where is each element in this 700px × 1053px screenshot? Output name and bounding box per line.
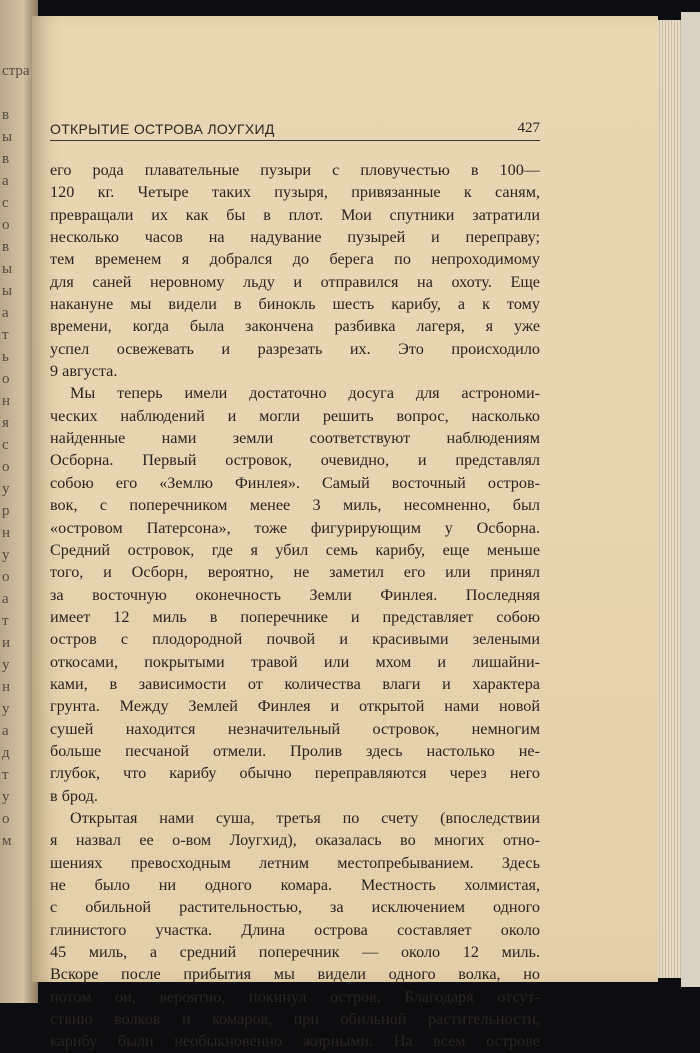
adjacent-page-fragment: н bbox=[2, 679, 11, 695]
text-line: «островом Патерсона», тоже фигурирующим у Осборна. bbox=[50, 518, 540, 537]
text-line: найденные нами земли соответствуют наблюдениям bbox=[50, 429, 540, 448]
adjacent-page-fragment: с bbox=[2, 195, 9, 211]
text-line: карибу были необыкновенно жирными. На всем острове bbox=[50, 1032, 540, 1051]
adjacent-page-fragment: м bbox=[2, 833, 12, 849]
text-line: с обильной растительностью, за исключением одного bbox=[50, 898, 540, 917]
adjacent-page-fragment: д bbox=[2, 745, 10, 761]
text-line: больше песчаной отмели. Пролив здесь настолько не- bbox=[50, 741, 540, 760]
adjacent-page-fragment: ы bbox=[2, 283, 13, 299]
adjacent-page-fragment: в bbox=[2, 107, 10, 123]
adjacent-page-fragment: у bbox=[2, 481, 10, 497]
adjacent-page-fragment: н bbox=[2, 393, 11, 409]
text-line: 120 кг. Четыре таких пузыря, привязанные к саням, bbox=[50, 183, 540, 202]
text-line: имеет 12 миль в поперечнике и представляет собою bbox=[50, 607, 540, 626]
text-line: несколько часов на надувание пузырей и переправу; bbox=[50, 228, 540, 247]
book-cover-edge bbox=[681, 12, 700, 987]
text-line: успел освежевать и разрезать их. Это происходило bbox=[50, 339, 540, 358]
text-line: собою его «Землю Финлея». Самый восточный остров- bbox=[50, 473, 540, 492]
adjacent-page-fragment: с bbox=[2, 437, 9, 453]
text-line: ками, в зависимости от количества влаги и характера bbox=[50, 674, 540, 693]
adjacent-page-fragment: стра bbox=[2, 63, 30, 79]
text-line: для саней неровному льду и отправился на охоту. Еще bbox=[50, 272, 540, 291]
adjacent-page-fragment: о bbox=[2, 371, 10, 387]
text-line: не было ни одного комара. Местность холмистая, bbox=[50, 876, 540, 894]
adjacent-page-fragment: а bbox=[2, 173, 9, 189]
text-line: откосами, покрытыми травой или мхом и лишайни- bbox=[50, 652, 540, 671]
text-line: вок, с поперечником менее 3 миль, несомненно, был bbox=[50, 496, 540, 515]
paragraph-first-line: Открытая нами суша, третья по счету (впоследствии bbox=[70, 808, 540, 827]
adjacent-page-fragment: я bbox=[2, 415, 9, 431]
adjacent-page-fragment: у bbox=[2, 547, 10, 563]
adjacent-page-fragment: а bbox=[2, 591, 9, 607]
adjacent-page-fragment: р bbox=[2, 503, 10, 519]
adjacent-page-fragment: т bbox=[2, 327, 9, 343]
page-number: 427 bbox=[517, 120, 540, 136]
text-line: Средний островок, где я убил семь карибу, еще меньше bbox=[50, 540, 540, 559]
adjacent-page-fragment: ы bbox=[2, 261, 13, 277]
text-line: времени, когда была закончена разбивка лагеря, я уже bbox=[50, 317, 540, 336]
book-page bbox=[32, 16, 658, 1051]
adjacent-page-fragment: н bbox=[2, 525, 11, 541]
adjacent-page-fragment: у bbox=[2, 657, 10, 673]
text-line: ствию волков и комаров, при обильной растительности, bbox=[50, 1010, 540, 1029]
adjacent-page-fragment: и bbox=[2, 635, 11, 651]
text-line: его рода плавательные пузыри с пловучестью в 100— bbox=[50, 161, 540, 179]
text-line: сушей находится незначительный островок, немногим bbox=[50, 719, 540, 738]
body-text bbox=[50, 159, 540, 1053]
adjacent-page-fragment: о bbox=[2, 569, 10, 585]
text-line: тем временем я добрался до берега по непроходимому bbox=[50, 250, 540, 269]
text-line: я назвал ее о-вом Лоугхид), оказалась во многих отно- bbox=[50, 831, 540, 850]
text-line: накануне мы видели в бинокль шесть карибу, а к тому bbox=[50, 295, 540, 314]
adjacent-page-fragment: в bbox=[2, 239, 10, 255]
running-head bbox=[50, 116, 540, 141]
text-line: за восточную оконечность Земли Финлея. Последняя bbox=[50, 585, 540, 604]
text-line: грунта. Между Землей Финлея и открытой нами новой bbox=[50, 697, 540, 716]
running-head-title: ОТКРЫТИЕ ОСТРОВА ЛОУГХИД bbox=[50, 121, 275, 137]
text-line: остров с плодородной почвой и красивыми зелеными bbox=[50, 630, 540, 649]
text-line: того, и Осборн, вероятно, не заметил его или принял bbox=[50, 563, 540, 582]
paragraph-first-line: Мы теперь имели достаточно досуга для астрономи- bbox=[70, 384, 540, 403]
adjacent-page-fragment: у bbox=[2, 789, 10, 805]
text-line: в брод. bbox=[50, 786, 98, 805]
adjacent-page-fragment: ь bbox=[2, 349, 9, 365]
adjacent-page-fragment: ы bbox=[2, 129, 13, 145]
text-line: шениях превосходным летним местопребыванием. Здесь bbox=[50, 853, 540, 872]
text-line: потом он, вероятно, покинул остров. Благодаря отсут- bbox=[50, 987, 540, 1006]
text-line: глубок, что карибу обычно переправляются через него bbox=[50, 764, 540, 783]
adjacent-page-fragment: о bbox=[2, 811, 10, 827]
text-line: превращали их как бы в плот. Мои спутники затратили bbox=[50, 205, 540, 224]
text-line: 45 миль, а средний поперечник — около 12 миль. bbox=[50, 943, 540, 962]
text-line: Вскоре после прибытия мы видели одного волка, но bbox=[50, 965, 540, 984]
text-line: ческих наблюдений и могли решить вопрос, насколько bbox=[50, 406, 540, 425]
text-line: Осборна. Первый островок, очевидно, и представлял bbox=[50, 451, 540, 470]
adjacent-page-fragment: в bbox=[2, 151, 10, 167]
adjacent-page-fragment: а bbox=[2, 723, 9, 739]
adjacent-page-fragment: а bbox=[2, 305, 9, 321]
adjacent-page-fragment: т bbox=[2, 613, 9, 629]
adjacent-page-fragment: о bbox=[2, 217, 10, 233]
adjacent-page-fragment: о bbox=[2, 459, 10, 475]
text-line: 9 августа. bbox=[50, 362, 118, 381]
adjacent-page-fragment: т bbox=[2, 767, 9, 783]
text-line: глинистого участка. Длина острова составляет около bbox=[50, 920, 540, 939]
adjacent-page-fragment: у bbox=[2, 701, 10, 717]
